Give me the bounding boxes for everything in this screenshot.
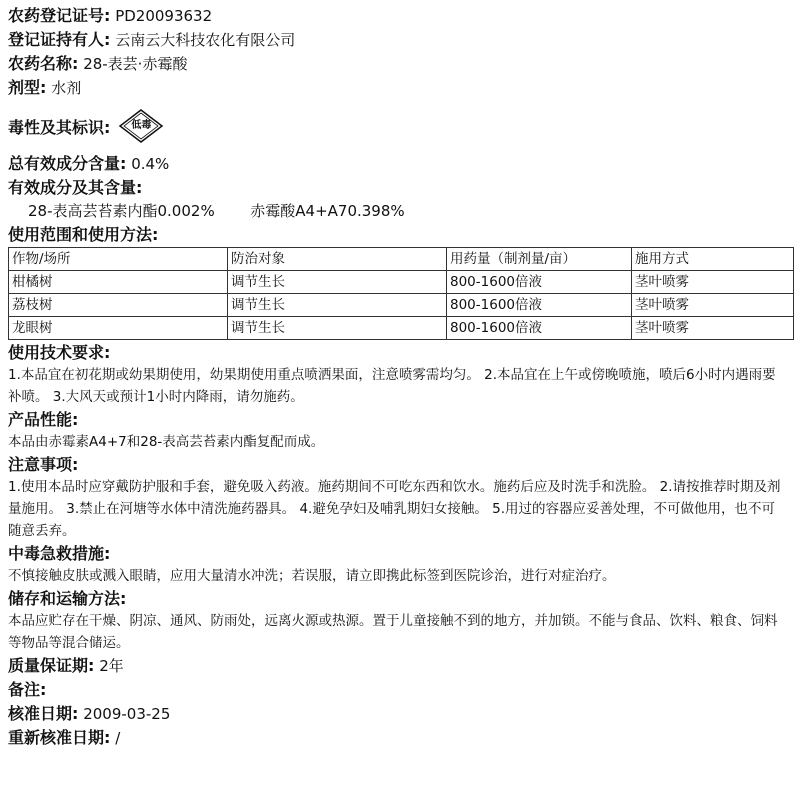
holder-label: 登记证持有人: [8,30,111,49]
form-value: 水剂 [51,79,82,97]
tech-label: 使用技术要求: [8,343,111,362]
row-target: 调节生长 [228,294,447,317]
usage-table [8,247,794,340]
row-dosage: 800-1600倍液 [447,271,632,294]
ingredient-2: 赤霉酸A4+A70.398% [250,202,405,220]
reg-no-value: PD20093632 [115,7,213,25]
row-target: 调节生长 [228,317,447,340]
toxicity-badge-text: 低毒 [131,120,152,131]
perf-label: 产品性能: [8,410,79,429]
warranty-line [8,654,794,678]
header-crop: 作物/场所 [9,248,228,271]
row-dosage: 800-1600倍液 [447,317,632,340]
row-crop: 柑橘树 [9,271,228,294]
row-crop: 龙眼树 [9,317,228,340]
total-content-line [8,152,794,176]
total-content-label: 总有效成分含量: [8,154,127,173]
table-row [9,317,794,340]
total-content-value: 0.4% [131,155,170,173]
approval-line [8,702,794,726]
row-method: 茎叶喷雾 [632,271,794,294]
form-line [8,76,794,100]
header-dosage: 用药量（制剂量/亩） [447,248,632,271]
remark-line [8,678,794,702]
firstaid-label: 中毒急救措施: [8,544,111,563]
row-method: 茎叶喷雾 [632,317,794,340]
reapproval-value: / [115,729,121,747]
reg-no-label: 农药登记证号: [8,6,111,25]
row-dosage: 800-1600倍液 [447,294,632,317]
toxicity-line [8,100,794,152]
name-label: 农药名称: [8,54,79,73]
header-target: 防治对象 [228,248,447,271]
caution-text: 1.使用本品时应穿戴防护服和手套，避免吸入药液。施药期间不可吃东西和饮水。施药后应及时洗手和洗脸。 2.请按推荐时期及剂量施用。 3.禁止在河塘等水体中清洗施药器具。 4.避免孕妇及哺乳期妇女接触。 5.用过的容器应妥善处理，不可做他用，也不可随意丢弃。 [8,479,781,539]
approval-value: 2009-03-25 [83,705,171,723]
firstaid-text: 不慎接触皮肤或溅入眼睛，应用大量清水冲洗；若误服，请立即携此标签到医院诊治，进行对症治疗。 [8,568,616,584]
perf-text: 本品由赤霉素A4+7和28-表高芸苔素内酯复配而成。 [8,434,325,450]
low-toxicity-badge [118,108,164,144]
toxicity-label: 毒性及其标识: [8,117,111,137]
ingredient-1: 28-表高芸苔素内酯0.002% [28,202,215,220]
warranty-label: 质量保证期: [8,656,95,675]
row-target: 调节生长 [228,271,447,294]
approval-label: 核准日期: [8,704,79,723]
caution-label: 注意事项: [8,455,79,474]
storage-text: 本品应贮存在干燥、阴凉、通风、防雨处，远离火源或热源。置于儿童接触不到的地方，并加锁。不能与食品、饮料、粮食、饲料等物品等混合储运。 [8,613,778,651]
row-method: 茎叶喷雾 [632,294,794,317]
warranty-value: 2年 [99,657,124,675]
row-crop: 荔枝树 [9,294,228,317]
tech-text: 1.本品宜在初花期或幼果期使用，幼果期使用重点喷洒果面，注意喷雾需均匀。 2.本品宜在上午或傍晚喷施，喷后6小时内遇雨要补喷。 3.大风天或预计1小时内降雨，请勿施药。 [8,367,776,405]
reapproval-line [8,726,794,750]
ingredients-label-line [8,176,794,200]
usage-table-header [9,248,794,271]
name-value: 28-表芸·赤霉酸 [83,55,188,73]
holder-line [8,28,794,52]
table-row [9,271,794,294]
storage-label: 储存和运输方法: [8,589,127,608]
name-line [8,52,794,76]
reg-no-line [8,4,794,28]
form-label: 剂型: [8,78,47,97]
usage-label: 使用范围和使用方法: [8,225,159,244]
table-row [9,294,794,317]
ingredients-values [8,200,794,223]
reapproval-label: 重新核准日期: [8,728,111,747]
holder-value: 云南云大科技农化有限公司 [115,31,296,49]
header-method: 施用方式 [632,248,794,271]
remark-label: 备注: [8,680,47,699]
ingredients-label: 有效成分及其含量: [8,178,143,197]
